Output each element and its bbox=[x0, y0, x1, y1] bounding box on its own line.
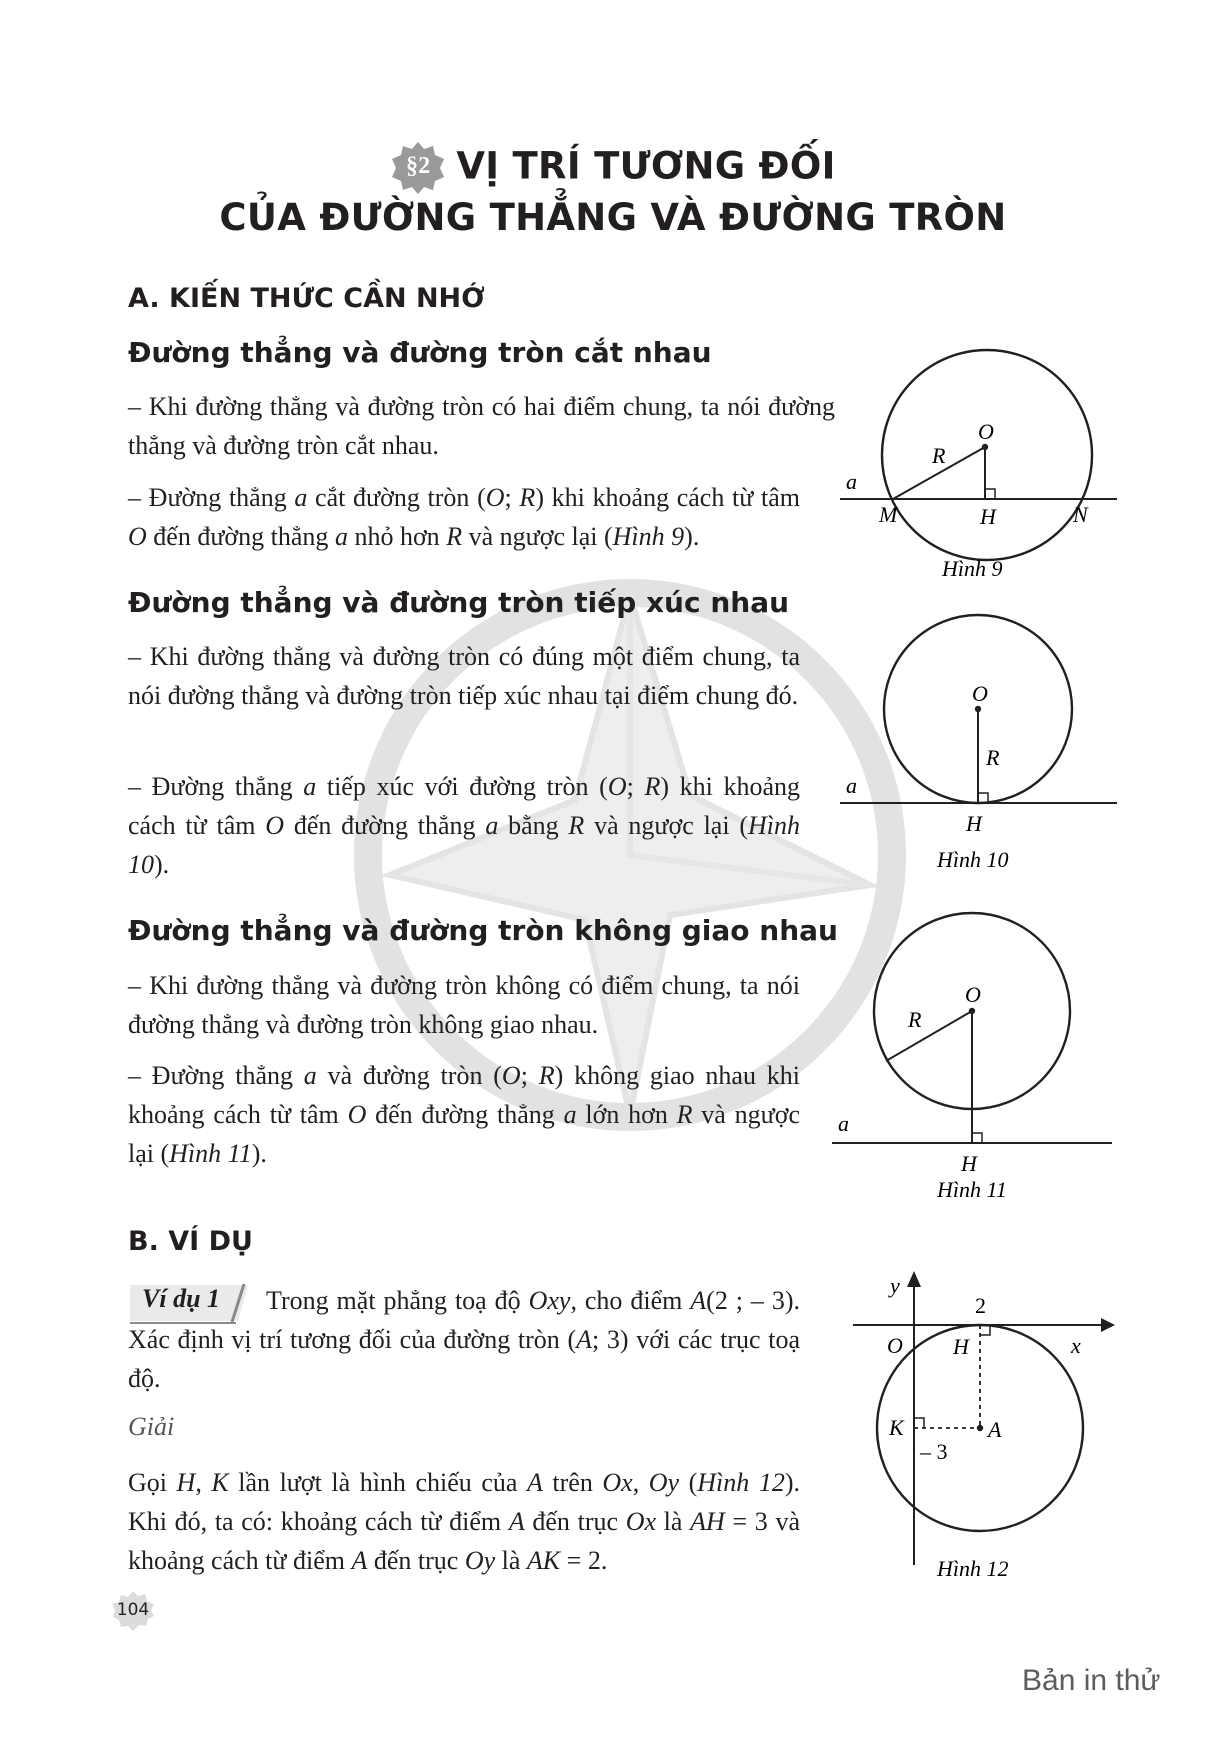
fig11-caption: Hình 11 bbox=[937, 1177, 1007, 1202]
fig9-label-M: M bbox=[879, 502, 898, 527]
fig9-label-a: a bbox=[846, 469, 857, 494]
fig11-right-angle bbox=[972, 1133, 982, 1143]
paragraph-tangent-2: – Đường thẳng a tiếp xúc với đường tròn (O; R) khi khoảng cách từ tâm O đến đường thẳng a bằng R và ngược lại (Hình 10). bbox=[128, 772, 800, 879]
fig10-caption: Hình 10 bbox=[937, 847, 1009, 872]
fig12-label-O: O bbox=[887, 1333, 903, 1358]
watermark-text: Bản in thử bbox=[1022, 1664, 1161, 1697]
subheading-intersect: Đường thẳng và đường tròn cắt nhau bbox=[128, 336, 712, 369]
fig12-label-H: H bbox=[953, 1334, 969, 1359]
fig10-label-a: a bbox=[846, 773, 857, 798]
paragraph-no-intersection-1: – Khi đường thẳng và đường tròn không có điểm chung, ta nói đường thẳng và đường tròn không giao nhau. bbox=[128, 971, 800, 1039]
section-badge: §2 bbox=[390, 140, 446, 196]
subheading-tangent: Đường thẳng và đường tròn tiếp xúc nhau bbox=[128, 586, 790, 619]
paragraph-no-intersection-2: – Đường thẳng a và đường tròn (O; R) không giao nhau khi khoảng cách từ tâm O đến đường thẳng a lớn hơn R và ngược lại (Hình 11). bbox=[128, 1061, 800, 1168]
fig12-label-A: A bbox=[988, 1417, 1002, 1442]
page-number: 104 bbox=[116, 1600, 150, 1620]
fig9-label-N: N bbox=[1073, 502, 1088, 527]
fig9-label-O: O bbox=[978, 419, 994, 444]
fig12-label-minus3: – 3 bbox=[920, 1439, 948, 1464]
fig10-center-dot bbox=[975, 706, 981, 712]
fig11-radius bbox=[886, 1011, 972, 1061]
figure-10 bbox=[830, 605, 1130, 885]
paragraph-intersect-1: – Khi đường thẳng và đường tròn có hai điểm chung, ta nói đường thẳng và đường tròn cắt nhau. bbox=[128, 392, 835, 460]
fig12-label-x: x bbox=[1071, 1333, 1081, 1358]
fig12-point-A bbox=[977, 1425, 983, 1431]
section-a-heading: A. KIẾN THỨC CẦN NHỚ bbox=[128, 283, 485, 314]
fig11-label-a: a bbox=[838, 1111, 849, 1136]
subheading-no-intersection: Đường thẳng và đường tròn không giao nhau bbox=[128, 914, 838, 947]
figure-9 bbox=[830, 340, 1130, 590]
fig12-label-y: y bbox=[890, 1273, 900, 1298]
fig12-axis-x-arrow bbox=[1101, 1318, 1115, 1332]
fig11-label-H: H bbox=[961, 1151, 977, 1176]
example-text: Trong mặt phẳng toạ độ Oxy, cho điểm A(2 ; – 3). Xác định vị trí tương đối của đường tròn (A; 3) với các trục toạ độ. bbox=[128, 1286, 800, 1393]
page-number-badge bbox=[110, 1590, 156, 1636]
example-tag: Ví dụ 1 bbox=[128, 1282, 250, 1322]
fig12-label-K: K bbox=[889, 1415, 904, 1440]
fig11-label-O: O bbox=[965, 982, 981, 1007]
fig10-label-R: R bbox=[986, 745, 1000, 770]
fig10-label-H: H bbox=[966, 811, 982, 836]
fig9-center-dot bbox=[982, 444, 988, 450]
fig12-axis-y-arrow bbox=[907, 1271, 921, 1287]
fig11-label-R: R bbox=[908, 1007, 922, 1032]
fig9-right-angle bbox=[985, 489, 995, 499]
fig11-center-dot bbox=[969, 1008, 975, 1014]
fig12-caption: Hình 12 bbox=[937, 1556, 1009, 1581]
fig9-label-H: H bbox=[980, 504, 996, 529]
fig9-caption: Hình 9 bbox=[942, 556, 1003, 581]
fig9-label-R: R bbox=[932, 443, 946, 468]
paragraph-tangent-1: – Khi đường thẳng và đường tròn có đúng một điểm chung, ta nói đường thẳng và đường tròn tiếp xúc nhau tại điểm chung đó. bbox=[128, 642, 800, 710]
page-title-line1: §2 VỊ TRÍ TƯƠNG ĐỐI bbox=[0, 140, 1226, 196]
solution-label: Giải bbox=[128, 1412, 175, 1441]
page-title-line2: CỦA ĐƯỜNG THẲNG VÀ ĐƯỜNG TRÒN bbox=[219, 196, 1007, 239]
section-b-heading: B. VÍ DỤ bbox=[128, 1226, 253, 1257]
fig12-label-2: 2 bbox=[975, 1293, 986, 1318]
fig10-label-O: O bbox=[972, 681, 988, 706]
solution-text: Gọi H, K lần lượt là hình chiếu của A trên Ox, Oy (Hình 12). Khi đó, ta có: khoảng cách từ điểm A đến trục Ox là AH = 3 và khoảng cách từ điểm A đến trục Oy là AK = 2. bbox=[128, 1468, 801, 1575]
figure-11 bbox=[820, 905, 1130, 1205]
fig12-right-angle-K bbox=[914, 1418, 924, 1428]
paragraph-intersect-2: – Đường thẳng a cắt đường tròn (O; R) khi khoảng cách từ tâm O đến đường thẳng a nhỏ hơn R và ngược lại (Hình 9). bbox=[128, 483, 800, 551]
figure-12 bbox=[845, 1265, 1115, 1595]
